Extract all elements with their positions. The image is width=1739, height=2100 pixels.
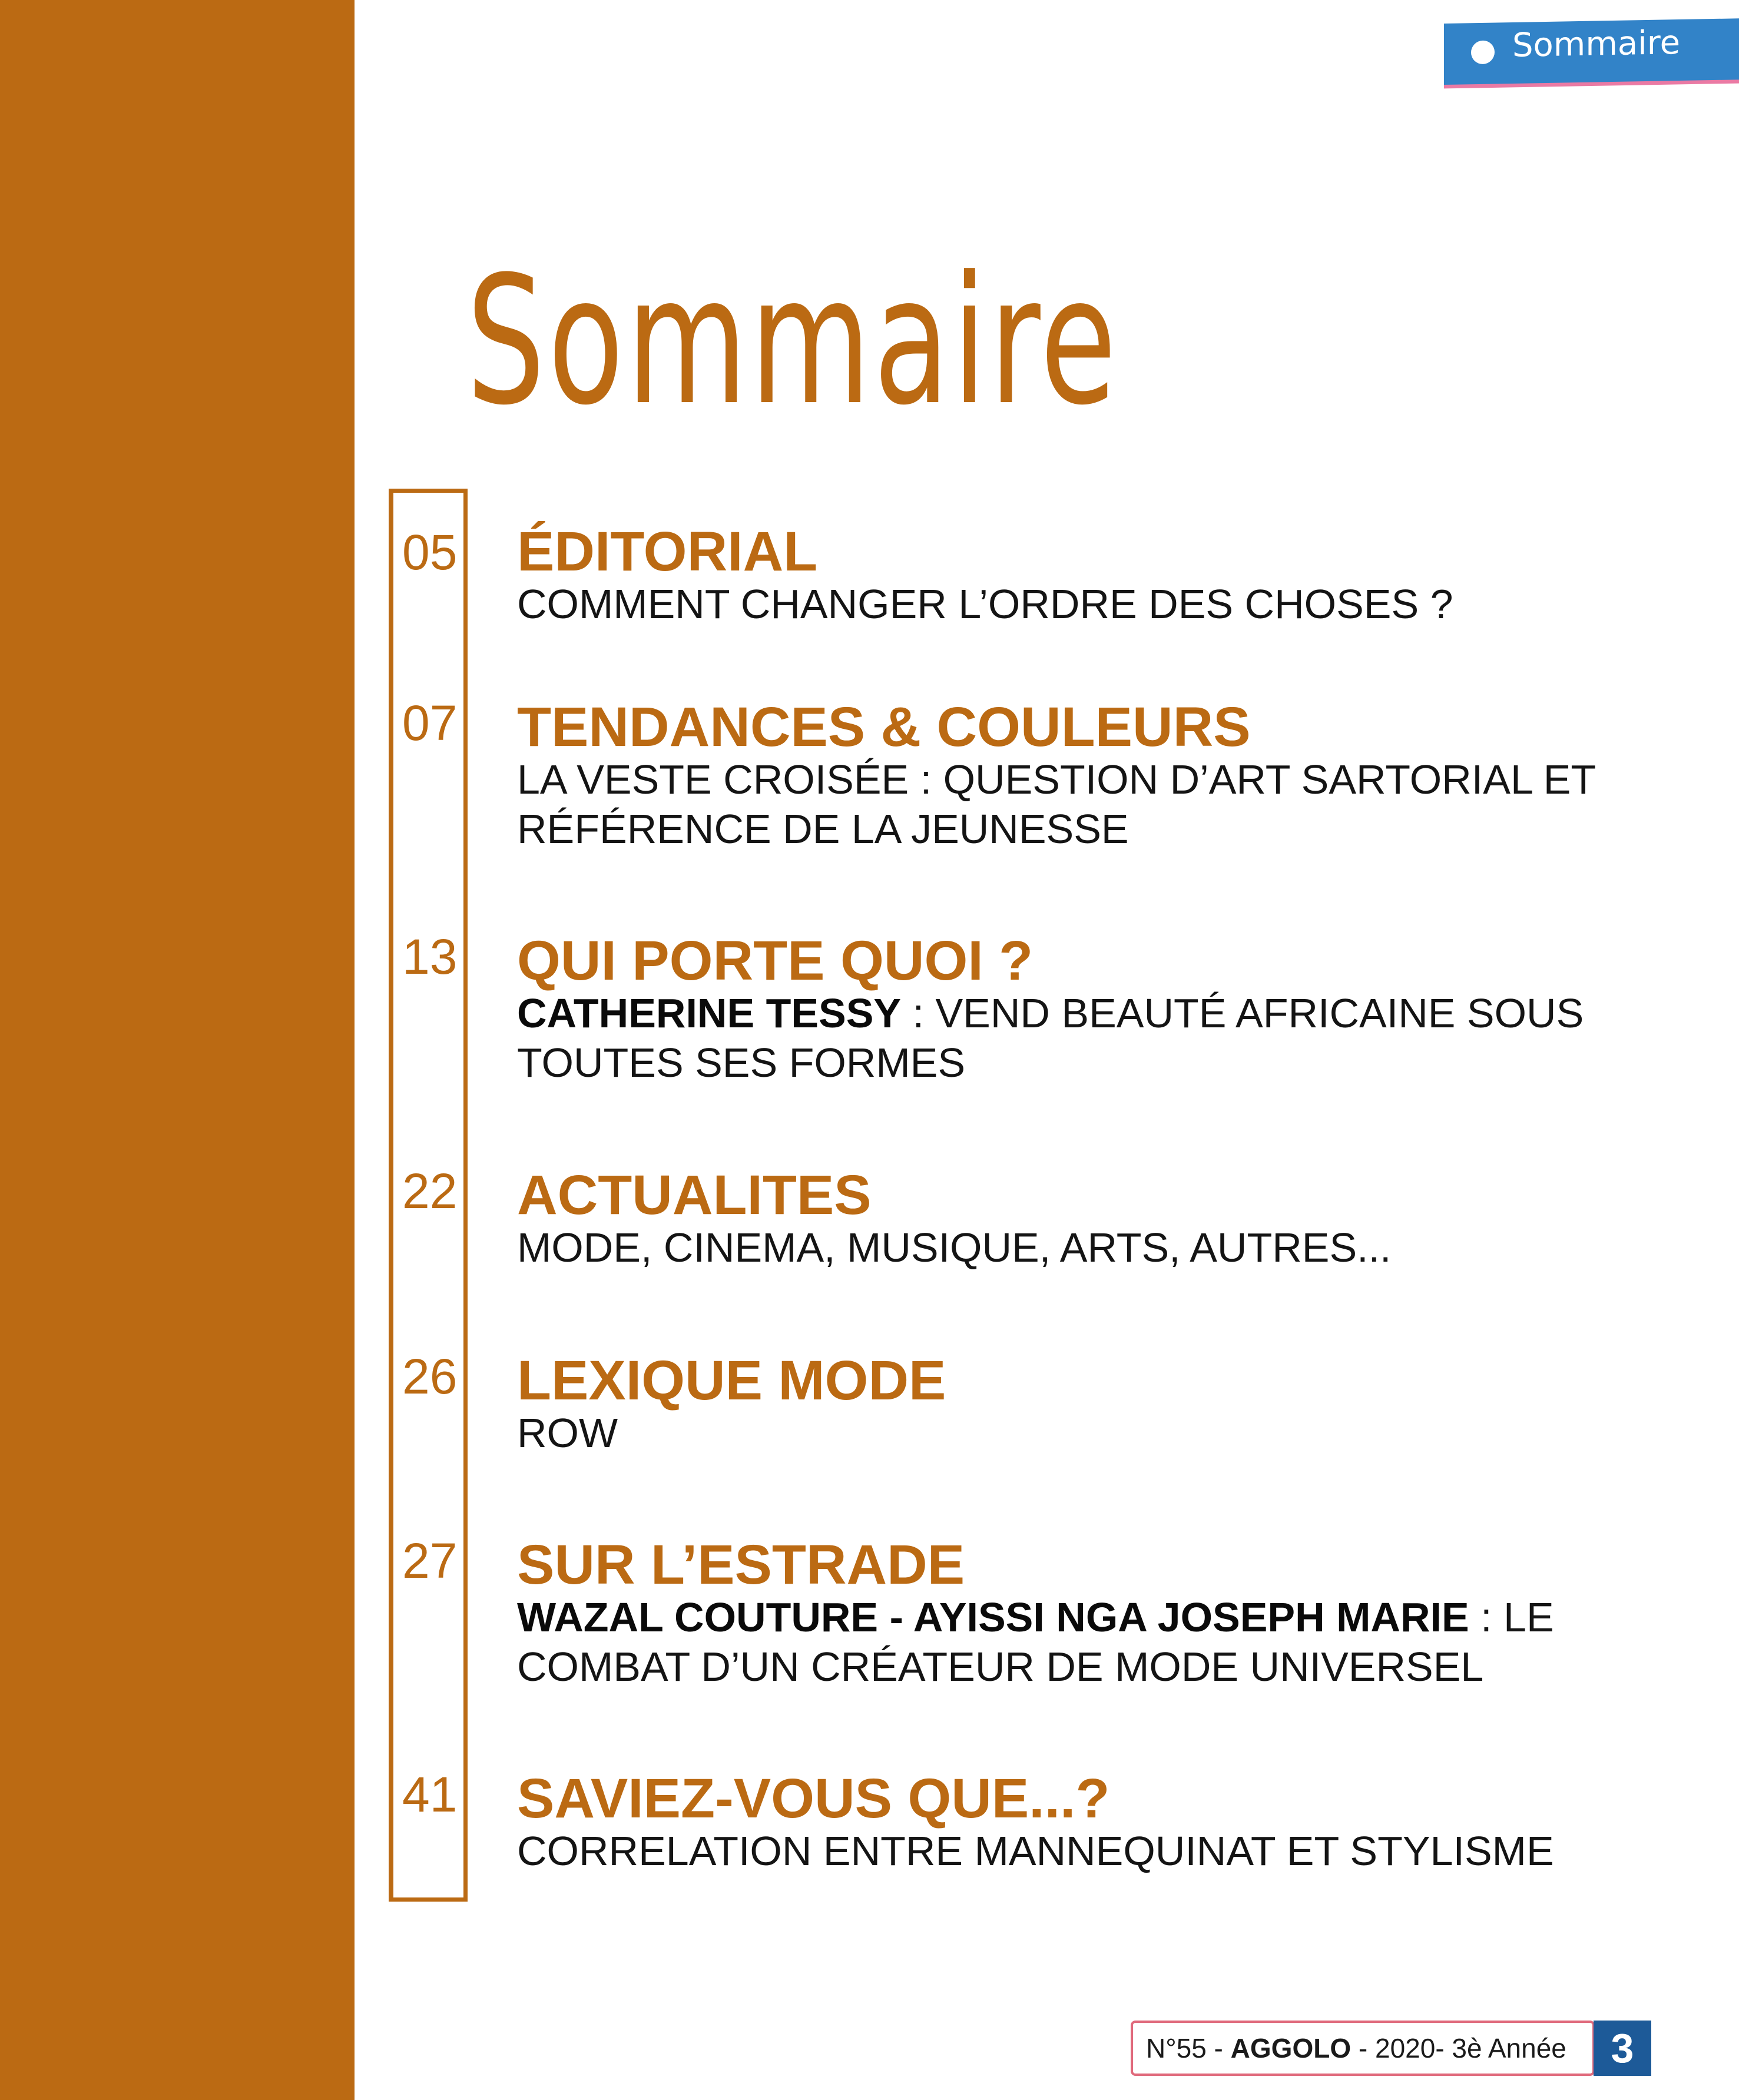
bullet-icon: [1471, 40, 1495, 64]
toc-description: CORRELATION ENTRE MANNEQUINAT ET STYLISME: [517, 1828, 1554, 1874]
toc-description: ROW: [517, 1410, 618, 1456]
toc-heading: SAVIEZ-VOUS QUE...?: [517, 1767, 1110, 1830]
toc-heading: TENDANCES & COULEURS: [517, 696, 1251, 758]
toc-description: MODE, CINEMA, MUSIQUE, ARTS, AUTRES...: [517, 1225, 1392, 1270]
toc-description: CATHERINE TESSY : VEND BEAUTÉ AFRICAINE SOUS TOUTES SES FORMES: [517, 990, 1584, 1086]
toc-page-number: 05: [402, 525, 458, 580]
toc-bold-lead: WAZAL COUTURE - AYISSI NGA JOSEPH MARIE: [517, 1594, 1469, 1640]
page-title: Sommaire: [466, 238, 1119, 444]
side-color-band: [0, 0, 355, 2100]
footer-issue-info: [1131, 2021, 1595, 2076]
toc-heading: ACTUALITES: [517, 1164, 872, 1226]
toc-page-number: 07: [402, 695, 458, 751]
toc-page-number: 26: [402, 1349, 458, 1404]
toc-page-number: 27: [402, 1533, 458, 1588]
footer-issue: N°55 -: [1146, 2033, 1231, 2063]
toc-description: LA VESTE CROISÉE : QUESTION D’ART SARTORIAL ET RÉFÉRENCE DE LA JEUNESSE: [517, 757, 1595, 852]
toc-heading: SUR L’ESTRADE: [517, 1534, 965, 1596]
toc-heading: LEXIQUE MODE: [517, 1349, 946, 1412]
toc-page-number: 22: [402, 1163, 458, 1219]
page-number: 3: [1594, 2021, 1651, 2076]
toc-heading: ÉDITORIAL: [517, 520, 818, 583]
toc-page-number: 41: [402, 1767, 458, 1822]
tab-background: [1444, 18, 1739, 85]
footer-magazine-name: AGGOLO: [1230, 2033, 1352, 2063]
toc-heading: QUI PORTE QUOI ?: [517, 930, 1034, 992]
toc-bold-lead: CATHERINE TESSY: [517, 990, 902, 1036]
section-tab[interactable]: [1444, 24, 1739, 93]
section-tab-label: Sommaire: [1512, 23, 1681, 65]
toc-page-number: 13: [402, 929, 458, 984]
toc-description: WAZAL COUTURE - AYISSI NGA JOSEPH MARIE : LE COMBAT D’UN CRÉATEUR DE MODE UNIVERSEL: [517, 1594, 1554, 1690]
toc-description: COMMENT CHANGER L’ORDRE DES CHOSES ?: [517, 581, 1453, 627]
footer-year: - 2020- 3è Année: [1351, 2033, 1566, 2063]
